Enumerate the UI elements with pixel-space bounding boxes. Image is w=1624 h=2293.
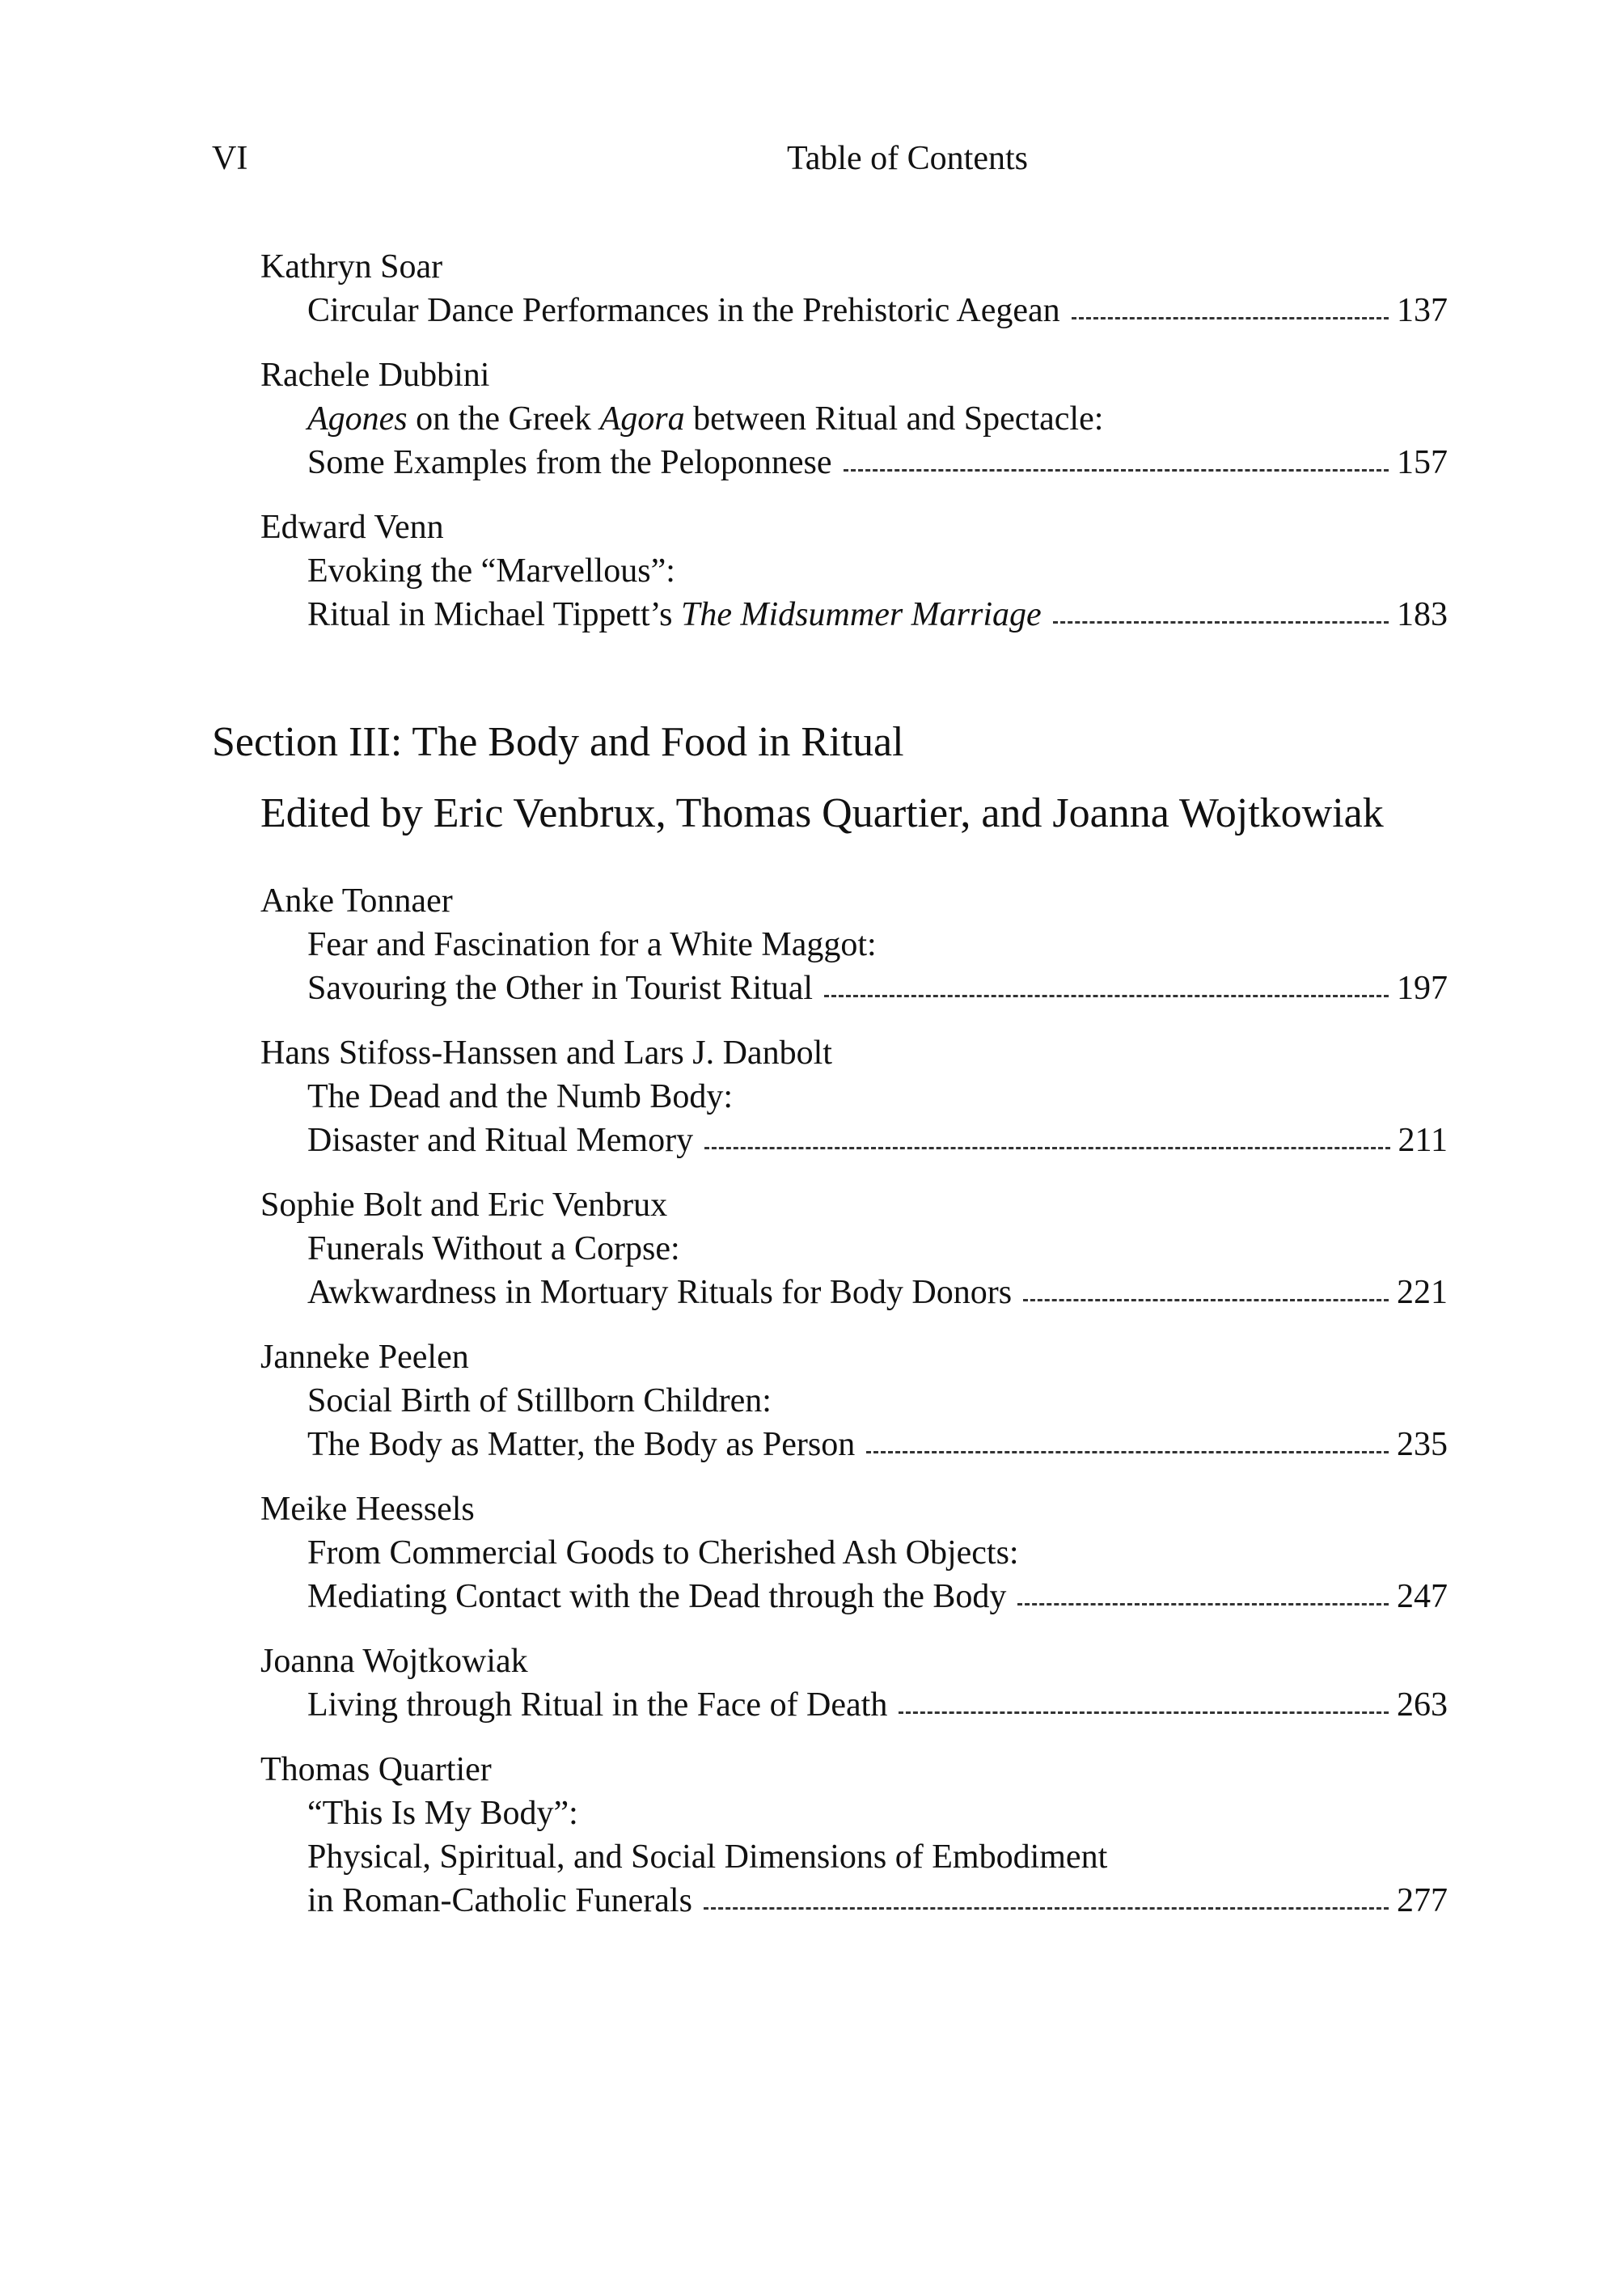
entry-title-line: Fear and Fascination for a White Maggot: xyxy=(307,926,877,963)
entry-title-line: Evoking the “Marvellous”: xyxy=(307,552,675,590)
entry-title: Awkwardness in Mortuary Rituals for Body Donors xyxy=(307,1274,1013,1311)
entry-title-line: Social Birth of Stillborn Children: xyxy=(307,1382,772,1419)
entry-title xyxy=(307,594,1042,636)
entry-author: Anke Tonnaer xyxy=(260,882,453,920)
dot-leader xyxy=(1053,621,1389,624)
dot-leader xyxy=(1072,317,1389,319)
entry-title-line xyxy=(307,594,1448,636)
entry-title: Circular Dance Performances in the Prehistoric Aegean xyxy=(307,292,1060,329)
section-heading: Section III: The Body and Food in Ritual xyxy=(212,719,904,765)
dot-leader xyxy=(704,1907,1389,1910)
running-head: Table of Contents xyxy=(787,140,1028,177)
entry-title-line xyxy=(307,1119,1448,1161)
entry-author: Edward Venn xyxy=(260,509,444,546)
entry-title: The Body as Matter, the Body as Person xyxy=(307,1426,856,1463)
dot-leader xyxy=(844,469,1389,472)
entry-author: Janneke Peelen xyxy=(260,1339,469,1376)
entry-title: Mediating Contact with the Dead through the Body xyxy=(307,1578,1007,1615)
entry-title-line xyxy=(307,1424,1448,1466)
entry-title-line: Physical, Spiritual, and Social Dimensions of Embodiment xyxy=(307,1838,1108,1876)
entry-page: 211 xyxy=(1398,1122,1448,1159)
entry-page: 197 xyxy=(1397,970,1448,1007)
entry-title-italic: The Midsummer Marriage xyxy=(681,596,1042,633)
entry-title-line xyxy=(307,1271,1448,1314)
entry-page: 221 xyxy=(1397,1274,1448,1311)
entry-page: 247 xyxy=(1397,1578,1448,1615)
entry-title-line: Funerals Without a Corpse: xyxy=(307,1230,680,1267)
section-editors: Edited by Eric Venbrux, Thomas Quartier, and Joanna Wojtkowiak xyxy=(260,790,1384,836)
entry-title-line: The Dead and the Numb Body: xyxy=(307,1078,734,1115)
dot-leader xyxy=(824,995,1389,997)
entry-page: 263 xyxy=(1397,1686,1448,1724)
entry-page: 183 xyxy=(1397,596,1448,633)
entry-author: Meike Heessels xyxy=(260,1491,475,1528)
entry-title: Disaster and Ritual Memory xyxy=(307,1122,694,1159)
dot-leader xyxy=(899,1711,1389,1714)
entry-title-line: From Commercial Goods to Cherished Ash Objects: xyxy=(307,1534,1019,1572)
entry-title-line xyxy=(307,1880,1448,1922)
entry-title-italic: Agora xyxy=(599,400,685,438)
entry-title-line xyxy=(307,442,1448,484)
entry-title-line xyxy=(307,1576,1448,1618)
dot-leader xyxy=(704,1147,1389,1149)
entry-title-line xyxy=(307,967,1448,1009)
entry-title-line: “This Is My Body”: xyxy=(307,1795,578,1832)
entry-title-italic: Agones xyxy=(307,400,408,438)
entry-title: Some Examples from the Peloponnese xyxy=(307,444,832,481)
entry-page: 137 xyxy=(1397,292,1448,329)
entry-page: 157 xyxy=(1397,444,1448,481)
entry-title-line xyxy=(307,290,1448,332)
entry-title: Living through Ritual in the Face of Death xyxy=(307,1686,888,1724)
entry-author: Sophie Bolt and Eric Venbrux xyxy=(260,1187,668,1224)
entry-author: Hans Stifoss-Hanssen and Lars J. Danbolt xyxy=(260,1034,832,1072)
entry-author: Kathryn Soar xyxy=(260,248,443,286)
entry-author: Joanna Wojtkowiak xyxy=(260,1643,528,1680)
entry-author: Thomas Quartier xyxy=(260,1751,492,1788)
entry-page: 235 xyxy=(1397,1426,1448,1463)
entry-title-text: between Ritual and Spectacle: xyxy=(684,400,1104,438)
entry-author: Rachele Dubbini xyxy=(260,357,490,394)
dot-leader xyxy=(866,1451,1389,1453)
entry-title-line xyxy=(307,1684,1448,1726)
entry-title: Savouring the Other in Tourist Ritual xyxy=(307,970,814,1007)
dot-leader xyxy=(1023,1299,1389,1301)
entry-title: in Roman-Catholic Funerals xyxy=(307,1882,692,1919)
entry-page: 277 xyxy=(1397,1882,1448,1919)
dot-leader xyxy=(1017,1603,1389,1606)
page-number: VI xyxy=(212,140,248,177)
entry-title-line xyxy=(307,398,1103,440)
entry-title-text: on the Greek xyxy=(407,400,600,438)
entry-title-text: Ritual in Michael Tippett’s xyxy=(307,596,682,633)
